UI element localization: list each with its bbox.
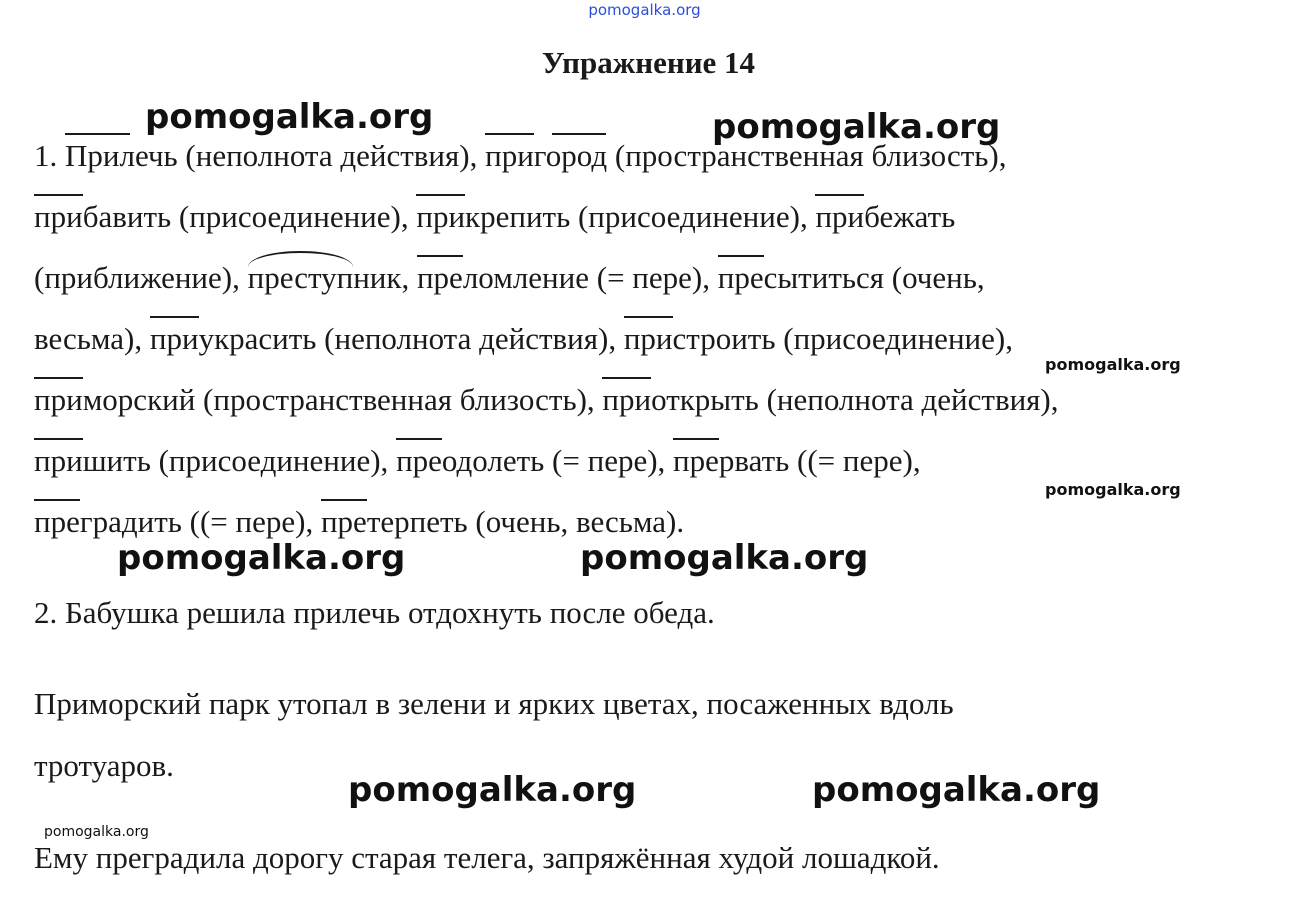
word-text: градить ((= пере), xyxy=(79,504,321,539)
watermark: pomogalka.org xyxy=(348,770,637,810)
word-text: строить (присоединение), xyxy=(672,321,1013,356)
word-text: весьма), xyxy=(34,321,150,356)
word-text: украсить (неполнота действия), xyxy=(198,321,624,356)
task2-sentence-3: Ему преградила дорогу старая телега, запряжённая худой лошадкой. xyxy=(34,840,940,875)
word-text: открыть (неполнота действия), xyxy=(651,382,1059,417)
prefix-mark: пре xyxy=(320,504,367,539)
blank-mark xyxy=(552,133,606,135)
word-text: ломление (= пере), xyxy=(462,260,718,295)
task1-line-7 xyxy=(34,504,684,540)
prefix-mark: пре xyxy=(396,443,442,478)
word-text: морский (пространственная близость), xyxy=(82,382,603,417)
watermark: pomogalka.org xyxy=(145,97,434,137)
watermark: pomogalka.org xyxy=(580,538,869,578)
watermark: pomogalka.org xyxy=(117,538,406,578)
word-text: терпеть (очень, весьма). xyxy=(366,504,685,539)
word-text: одолеть (= пере), xyxy=(441,443,674,478)
prefix-mark: При xyxy=(65,138,120,173)
prefix-mark: пре xyxy=(416,260,463,295)
prefix-mark: при xyxy=(416,199,466,234)
prefix-mark: при xyxy=(602,382,652,417)
word-text: (приближение), xyxy=(34,260,248,295)
prefix-mark: при xyxy=(485,138,534,173)
watermark: pomogalka.org xyxy=(1045,480,1181,499)
root-mark: преступ xyxy=(247,260,354,295)
word-text: бавить (присоединение), xyxy=(82,199,417,234)
item-number: 1. xyxy=(34,138,65,173)
prefix-mark: при xyxy=(623,321,673,356)
word-text: крепить (присоединение), xyxy=(465,199,816,234)
word-text: рвать ((= пере), xyxy=(718,443,921,478)
prefix-mark: пре xyxy=(673,443,719,478)
prefix-mark: при xyxy=(34,199,83,234)
prefix-mark: пре xyxy=(717,260,764,295)
task1-line-6 xyxy=(34,443,921,479)
prefix-mark: при xyxy=(815,199,865,234)
word-text: шить (присоединение), xyxy=(82,443,397,478)
task1-line-3 xyxy=(34,260,985,296)
watermark: pomogalka.org xyxy=(712,107,1001,147)
prefix-mark: при xyxy=(34,382,83,417)
task2-sentence-2-line-1: Приморский парк утопал в зелени и ярких цветах, посаженных вдоль xyxy=(34,686,954,721)
task2-sentence-2-line-2: тротуаров. xyxy=(34,748,174,783)
task2-sentence-1: 2. Бабушка решила прилечь отдохнуть после обеда. xyxy=(34,595,715,630)
site-watermark-top: pomogalka.org xyxy=(588,1,701,19)
prefix-mark: при xyxy=(149,321,199,356)
task1-line-4 xyxy=(34,321,1013,357)
prefix-mark: пре xyxy=(34,504,80,539)
word-text: ник, xyxy=(353,260,417,295)
exercise-title: Упражнение 14 xyxy=(541,45,756,80)
word-text: сытиться (очень, xyxy=(763,260,985,295)
watermark: pomogalka.org xyxy=(812,770,1101,810)
word-text: город (пространственная близость), xyxy=(533,138,1007,173)
word-text: лечь (неполнота действия), xyxy=(119,138,486,173)
prefix-mark: при xyxy=(34,443,83,478)
task1-line-2 xyxy=(34,199,955,235)
task1-line-5 xyxy=(34,382,1059,418)
watermark: pomogalka.org xyxy=(1045,355,1181,374)
word-text: бежать xyxy=(864,199,956,234)
watermark: pomogalka.org xyxy=(44,824,149,840)
